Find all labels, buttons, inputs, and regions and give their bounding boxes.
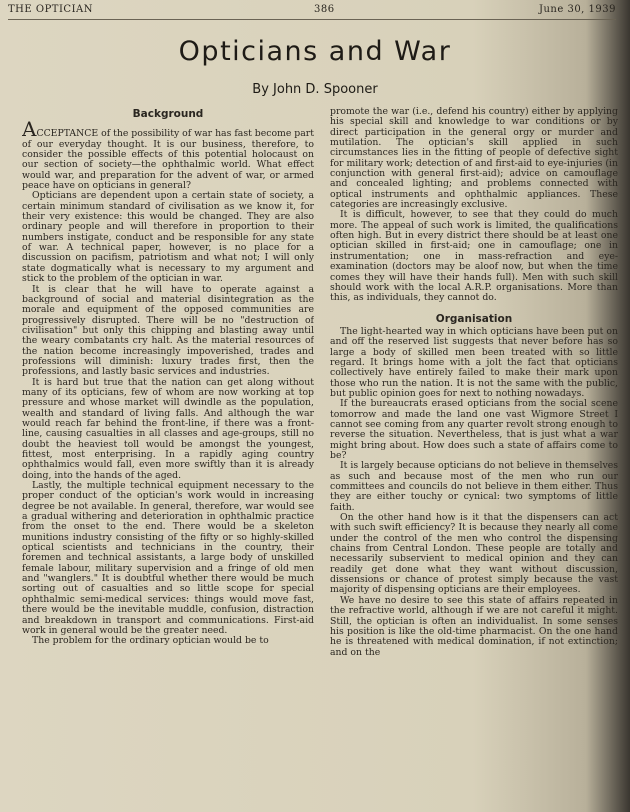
left-column [22, 107, 314, 807]
paragraph: promote the war (i.e., defend his country) either by applying his special skill and knowledge to war conditions or by direct participation in the general orgy or murder and mutilation. The optician's skill applied in such circumstances lies in the fitting of people of defective sight for military work; detection of and first-aid to eye-injuries (in conjunction with general first-aid); advice on camouflage and concealed lighting; and problems connected with optical instruments and ophthalmic appliances. These categories are increasingly exclusive. [330, 107, 618, 211]
paragraph: It is clear that he will have to operate against a background of social and material disintegration as the morale and equipment of the opposed communities are progressively disrupted. There will be no "destruction of civilisation" but only this chipping and blasting away until the weary combatants cry halt. As the material resources of the nation become increasingly impoverished, trades and professions will diminish: luxury trades first, then the professions, and lastly basic services and industries. [22, 283, 314, 378]
drop-cap: A [22, 117, 37, 142]
publication-name: THE OPTICIAN [8, 4, 93, 15]
paragraph: If the bureaucrats erased opticians from the social scene tomorrow and made the land one vast Wigmore Street I cannot see coming from any quarter revolt strong enough to reverse the situation. Nevertheless, that is just what a war might bring about. How does such a state of affairs come to be? [330, 398, 618, 461]
paragraph: The light-hearted way in which opticians have been put on and off the reserved list suggests that never before has so large a body of skilled men been treated with so little regard. It brings home with a jolt the fact that opticians collectively have entirely failed to make their mark upon those who run the nation. It is not the same with the public, but public opinion goes for next to nothing nowadays. [330, 325, 618, 399]
paragraph: We have no desire to see this state of affairs repeated in the refractive world, although if we are not careful it might. Still, the optician is often an individualist. In some senses his position is like the old-time pharmacist. On the one hand he is threatened with medical domination, if not extinction; and on the [330, 594, 618, 658]
page-number: 386 [314, 4, 335, 15]
paragraph: Lastly, the multiple technical equipment necessary to the proper conduct of the optician's work would in increasing degree be not available. In general, therefore, war would see a gradual withering and deterioration in ophthalmic practice from the onset to the end. There would be a skeleton munitions industry consisting of the fifty or so highly-skilled optical scientists and technicians in the country, their foremen and technical assistants, a large body of unskilled female labour, military supervision and a fringe of old men and "wanglers." It is doubtful whether there would be much sorting out of casualties and so little scope for special ophthalmic semi-medical services: things would move fast, there would be the inevitable muddle, confusion, distraction and breakdown in transport and communications. First-aid work in general would be the greater need. [22, 480, 314, 636]
running-header [8, 4, 616, 18]
issue-date: June 30, 1939 [538, 4, 616, 15]
paragraph: Opticians are dependent upon a certain state of society, a certain minimum standard of civilisation as we know it, for their very existence: this would be changed. They are also ordinary people and will therefore in proportion to their numbers instigate, conduct and be responsible for any state of war. A technical paper, however, is no place for a discussion on pacifism, patriotism and what not; I will only state dogmatically what is necessary to my argument and stick to the problem of the optician in war. [22, 190, 314, 285]
paragraph: ACCEPTANCE of the possibility of war has fast become part of our everyday thought. It is our business, therefore, to consider the possible effects of this potential holocaust on our section of society—the ophthalmic world. What effect would war, and preparation for the advent of war, or armed peace have on opticians in general? [22, 117, 314, 192]
header-rule [8, 19, 616, 20]
article-byline: By John D. Spooner [252, 82, 378, 97]
right-column [330, 107, 618, 807]
paragraph: It is hard but true that the nation can get along without many of its opticians, few of whom are now working at top pressure and whose market will dwindle as the population, wealth and standard of living falls. And although the war would reach far behind the front-line, if there was a front-line, causing casualties in all classes and age-groups, still no doubt the heaviest toll would be amongst the youngest, fittest, most enterprising. In a rapidly aging country ophthalmics would fall, even more swiftly than it is already doing, into the hands of the aged. [22, 376, 314, 481]
paragraph: It is difficult, however, to see that they could do much more. The appeal of such work is limited, the qualifications often high. But in every district there should be at least one optician skilled in first-aid; one in camouflage; one in instrumentation; one in mass-refraction and eye-examination (doctors may be aloof now, but when the time comes they will have their hands full). Men with such skill should work with the local A.R.P. organisations. More than this, as individuals, they cannot do. [330, 209, 618, 304]
paragraph: The problem for the ordinary optician would be to [32, 635, 269, 647]
paragraph: On the other hand how is it that the dispensers can act with such swift efficiency? It is because they nearly all come under the control of the men who control the dispensing chains from Central London. These people are totally and necessarily subservient to medical opinion and they can readily get done what they want without discussion, dissensions or chance of protest simply because the vast majority of dispensing opticians are their employees. [330, 512, 618, 596]
section-heading-organisation: Organisation [435, 312, 513, 325]
section-heading-background: Background [132, 108, 204, 120]
paragraph: It is largely because opticians do not believe in themselves as such and because most of the men who run our committees and councils do not believe in them either. Thus they are either touchy or cynical: two symptoms of little faith. [330, 460, 618, 513]
article-title: Opticians and War [178, 36, 452, 67]
